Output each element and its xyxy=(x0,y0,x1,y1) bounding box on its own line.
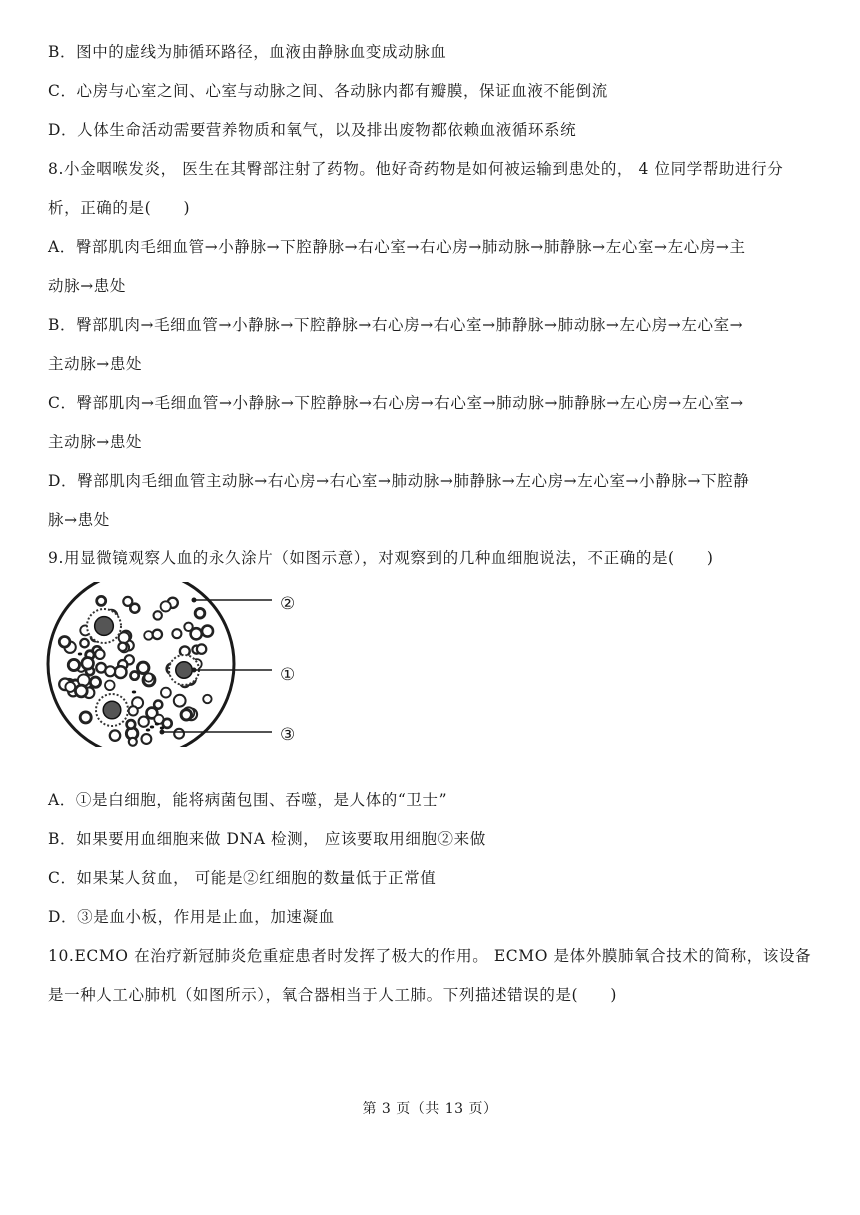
question-8-stem: 8.小金咽喉发炎， 医生在其臀部注射了药物。他好奇药物是如何被运输到患处的， 4 位同学帮助进行分 xyxy=(48,160,784,178)
option-b-q9: B．如果要用血细胞来做 DNA 检测， 应该要取用细胞②来做 xyxy=(48,830,486,848)
red-blood-cell xyxy=(174,695,186,707)
red-blood-cell xyxy=(115,666,127,678)
option-c-q8-cont: 主动脉→患处 xyxy=(48,433,143,451)
red-blood-cell xyxy=(191,628,202,639)
option-d-q8-cont: 脉→患处 xyxy=(48,511,110,529)
red-blood-cell xyxy=(105,666,115,676)
red-blood-cell xyxy=(197,644,206,653)
red-blood-cell xyxy=(202,626,213,637)
red-blood-cell xyxy=(80,712,91,723)
red-blood-cell xyxy=(118,643,126,651)
pointer-dot xyxy=(160,730,165,735)
option-b-q8: B．臀部肌肉→毛细血管→小静脉→下腔静脉→右心房→右心室→肺静脉→肺动脉→左心房→左心室→ xyxy=(48,316,744,334)
red-blood-cell xyxy=(144,631,153,640)
question-9-stem: 9.用显微镜观察人血的永久涂片（如图示意），对观察到的几种血细胞说法，不正确的是( ) xyxy=(48,549,714,567)
red-blood-cell xyxy=(95,650,104,659)
red-blood-cell xyxy=(195,608,205,618)
blood-cells-field xyxy=(59,596,213,745)
option-c-q9: C．如果某人贫血， 可能是②红细胞的数量低于正常值 xyxy=(48,869,437,887)
red-blood-cell xyxy=(153,630,162,639)
option-a-q8: A．臀部肌肉毛细血管→小静脉→下腔静脉→右心室→右心房→肺动脉→肺静脉→左心室→左心房→主 xyxy=(48,238,746,256)
red-blood-cell xyxy=(110,730,120,740)
question-10-stem-cont: 是一种人工心肺机（如图所示），氧合器相当于人工肺。下列描述错误的是( ) xyxy=(48,986,618,1004)
red-blood-cell xyxy=(154,611,162,619)
red-blood-cell xyxy=(127,720,136,729)
option-b-q8-cont: 主动脉→患处 xyxy=(48,355,143,373)
red-blood-cell xyxy=(161,601,171,611)
option-a-q8-cont: 动脉→患处 xyxy=(48,277,126,295)
pointer-dot xyxy=(192,668,197,673)
red-blood-cell xyxy=(82,658,94,670)
red-blood-cell xyxy=(90,677,100,687)
red-blood-cell xyxy=(131,672,139,680)
option-b-q7: B．图中的虚线为肺循环路径，血液由静脉血变成动脉血 xyxy=(48,43,447,61)
red-blood-cell xyxy=(65,682,75,692)
red-blood-cell xyxy=(203,695,211,703)
white-blood-cell-nucleus xyxy=(103,701,121,719)
option-c-q7: C．心房与心室之间、心室与动脉之间、各动脉内都有瓣膜，保证血液不能倒流 xyxy=(48,82,608,100)
platelet xyxy=(160,727,164,730)
red-blood-cell xyxy=(142,734,152,744)
red-blood-cell xyxy=(154,701,162,709)
question-10-stem: 10.ECMO 在治疗新冠肺炎危重症患者时发挥了极大的作用。 ECMO 是体外膜肺氧合技术的简称，该设备 xyxy=(48,947,812,965)
platelet xyxy=(155,723,159,726)
red-blood-cell xyxy=(129,738,137,746)
red-blood-cell xyxy=(138,662,149,673)
platelet xyxy=(132,691,136,694)
option-d-q7: D．人体生命活动需要营养物质和氧气，以及排出废物都依赖血液循环系统 xyxy=(48,121,577,139)
red-blood-cell xyxy=(80,639,88,647)
red-blood-cell xyxy=(59,637,70,648)
question-8-stem-cont: 析，正确的是( ) xyxy=(48,199,191,217)
platelet xyxy=(78,653,82,656)
blood-smear-figure xyxy=(44,582,314,747)
pointer-dot xyxy=(192,598,197,603)
label-3: ③ xyxy=(280,725,296,745)
option-a-q9: A．①是白细胞，能将病菌包围、吞噬，是人体的“卫士” xyxy=(48,791,448,809)
red-blood-cell xyxy=(181,710,191,720)
red-blood-cell xyxy=(172,629,181,638)
platelet xyxy=(150,726,154,729)
red-blood-cell xyxy=(97,596,106,605)
red-blood-cell xyxy=(105,681,115,691)
page-footer: 第 3 页（共 13 页） xyxy=(362,1101,498,1117)
red-blood-cell xyxy=(129,706,138,715)
option-d-q9: D．③是血小板，作用是止血，加速凝血 xyxy=(48,908,335,926)
red-blood-cell xyxy=(130,604,139,613)
red-blood-cell xyxy=(68,659,79,670)
red-blood-cell xyxy=(139,717,149,727)
option-d-q8: D．臀部肌肉毛细血管主动脉→右心房→右心室→肺动脉→肺静脉→左心房→左心室→小静脉→下腔静 xyxy=(48,472,750,490)
red-blood-cell xyxy=(174,729,184,739)
white-blood-cell-nucleus xyxy=(176,662,193,679)
option-c-q8: C．臀部肌肉→毛细血管→小静脉→下腔静脉→右心房→右心室→肺动脉→肺静脉→左心房→左心室→ xyxy=(48,394,744,412)
blood-smear-illustration xyxy=(44,582,314,747)
red-blood-cell xyxy=(161,688,171,698)
red-blood-cell xyxy=(180,646,190,656)
platelet xyxy=(146,729,150,732)
white-blood-cell-nucleus xyxy=(95,617,114,636)
red-blood-cell xyxy=(119,632,130,643)
label-1: ① xyxy=(280,665,296,685)
red-blood-cell xyxy=(75,685,87,697)
label-2: ② xyxy=(280,594,296,614)
red-blood-cell xyxy=(163,719,172,728)
